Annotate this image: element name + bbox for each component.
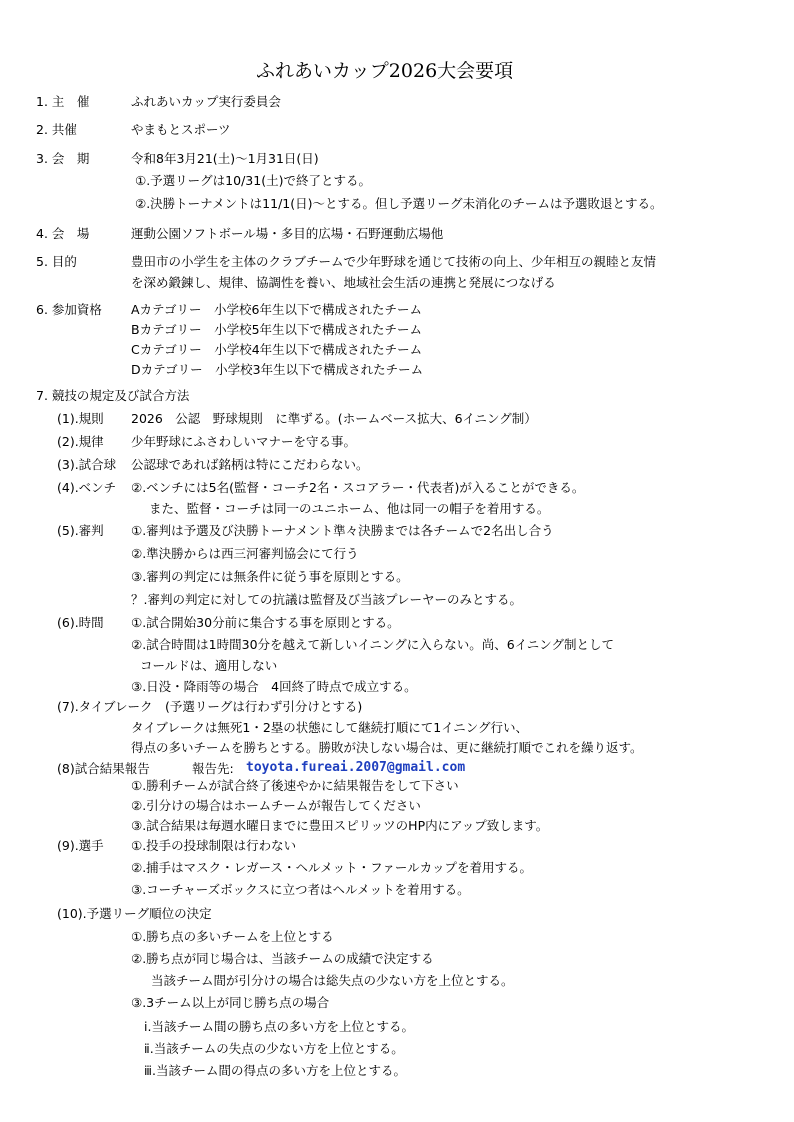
rule-5-line: ③.審判の判定には無条件に従う事を原則とする。 [131, 569, 409, 584]
section-5-line: を深め鍛錬し、規律、協調性を養い、地域社会生活の連携と発展につなげる [131, 275, 556, 290]
category-line: Aカテゴリー 小学校6年生以下で構成されたチーム [131, 302, 423, 317]
rule-8-line: ①.勝利チームが試合終了後速やかに結果報告をして下さい [131, 778, 459, 793]
section-1-label: 1. 主 催 [36, 94, 90, 109]
rule-7-line: 得点の多いチームを勝ちとする。勝敗が決しない場合は、更に継続打順でこれを繰り返す。 [131, 740, 643, 755]
rule-10-line: ⅱ.当該チームの失点の少ない方を上位とする。 [144, 1041, 404, 1056]
rule-1-text: 2026 公認 野球規則 に準ずる。(ホームベース拡大、6イニング制） [131, 411, 537, 426]
section-3-item: ①.予選リーグは10/31(土)で終了とする。 [135, 173, 371, 188]
rule-6-line: ①.試合開始30分前に集合する事を原則とする。 [131, 615, 400, 630]
section-2-text: やまもとスポーツ [131, 122, 231, 137]
category-line: Cカテゴリー 小学校4年生以下で構成されたチーム [131, 342, 423, 357]
page-title: ふれあいカップ2026大会要項 [256, 60, 514, 82]
rule-10-line: 当該チーム間が引分けの場合は総失点の少ない方を上位とする。 [151, 973, 514, 988]
rule-10-line: ⅰ.当該チーム間の勝ち点の多い方を上位とする。 [144, 1019, 414, 1034]
section-1-text: ふれあいカップ実行委員会 [131, 94, 281, 109]
rule-9-line: ①.投手の投球制限は行わない [131, 838, 297, 853]
section-6-label: 6. 参加資格 [36, 302, 102, 317]
report-email-link[interactable]: toyota.fureai.2007@gmail.com [246, 760, 466, 775]
rule-6-line: ③.日没・降雨等の場合 4回終了時点で成立する。 [131, 679, 417, 694]
rule-1-label: (1).規則 [57, 411, 104, 426]
section-3-item: ②.決勝トーナメントは11/1(日)～とする。但し予選リーグ未消化のチームは予選敗退とする。 [135, 196, 663, 211]
section-3-label: 3. 会 期 [36, 151, 90, 166]
rule-3-text: 公認球であれば銘柄は特にこだわらない。 [131, 457, 369, 472]
rule-10-line: ③.3チーム以上が同じ勝ち点の場合 [131, 995, 330, 1010]
rule-7-line: タイブレークは無死1・2塁の状態にして継続打順にて1イニング行い、 [131, 720, 528, 735]
rule-6-label: (6).時間 [57, 615, 104, 630]
rule-8-line: ②.引分けの場合はホームチームが報告してください [131, 798, 421, 813]
rule-2-text: 少年野球にふさわしいマナーを守る事。 [131, 434, 357, 449]
rule-10-line: ②.勝ち点が同じ場合は、当該チームの成績で決定する [131, 951, 434, 966]
category-line: Dカテゴリー 小学校3年生以下で構成されたチーム [131, 362, 424, 377]
rule-2-label: (2).規律 [57, 434, 104, 449]
rule-4-line: また、監督・コーチは同一のユニホーム、他は同一の帽子を着用する。 [149, 501, 550, 516]
rule-5-line: ①.審判は予選及び決勝トーナメント準々決勝までは各チームで2名出し合う [131, 523, 554, 538]
rule-7-label: (7).タイブレーク (予選リーグは行わず引分けとする) [57, 699, 363, 714]
rule-4-line: ②.ベンチには5名(監督・コーチ2名・スコアラー・代表者)が入ることができる。 [131, 480, 585, 495]
section-2-label: 2. 共催 [36, 122, 77, 137]
rule-5-line: ？.審判の判定に対しての抗議は監督及び当該プレーヤーのみとする。 [131, 592, 522, 607]
rule-5-label: (5).審判 [57, 523, 104, 538]
rule-6-line: コールドは、適用しない [140, 658, 278, 673]
rule-10-line: ⅲ.当該チーム間の得点の多い方を上位とする。 [144, 1063, 406, 1078]
rule-5-line: ②.準決勝からは西三河審判協会にて行う [131, 546, 359, 561]
rule-9-line: ③.コーチャーズボックスに立つ者はヘルメットを着用する。 [131, 882, 470, 897]
rule-3-label: (3).試合球 [57, 457, 117, 472]
rule-8-label: (8)試合結果報告 [57, 761, 150, 776]
rule-9-line: ②.捕手はマスク・レガース・ヘルメット・ファールカップを着用する。 [131, 860, 533, 875]
rule-10-line: ①.勝ち点の多いチームを上位とする [131, 929, 334, 944]
section-5-label: 5. 目的 [36, 254, 77, 269]
category-line: Bカテゴリー 小学校5年生以下で構成されたチーム [131, 322, 423, 337]
report-to-label: 報告先: [192, 761, 234, 776]
rule-4-label: (4).ベンチ [57, 480, 117, 495]
rule-6-line: ②.試合時間は1時間30分を越えて新しいイニングに入らない。尚、6イニング制として [131, 637, 614, 652]
section-3-text: 令和8年3月21(土)～1月31日(日) [131, 151, 319, 166]
section-4-label: 4. 会 場 [36, 226, 90, 241]
section-5-line: 豊田市の小学生を主体のクラブチームで少年野球を通じて技術の向上、少年相互の親睦と友情 [131, 254, 657, 269]
rule-10-label: (10).予選リーグ順位の決定 [57, 906, 212, 921]
rule-8-line: ③.試合結果は毎週水曜日までに豊田スピリッツのHP内にアップ致します。 [131, 818, 549, 833]
rule-9-label: (9).選手 [57, 838, 104, 853]
section-7-label: 7. 競技の規定及び試合方法 [36, 388, 190, 403]
section-4-text: 運動公園ソフトボール場・多目的広場・石野運動広場他 [131, 226, 444, 241]
